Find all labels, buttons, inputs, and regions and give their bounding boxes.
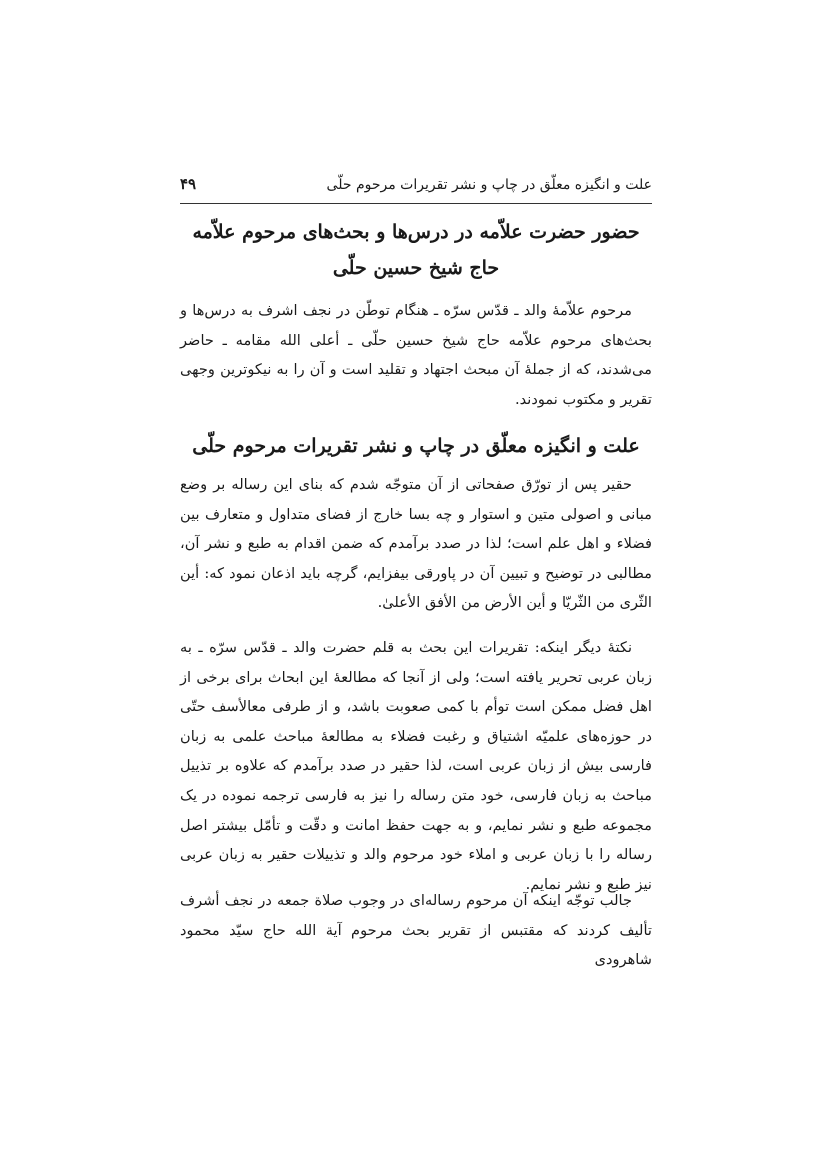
section-heading: علت و انگیزه معلّق در چاپ و نشر تقریرات مرحوم حلّی xyxy=(192,435,640,457)
section-heading-line-1: حضور حضرت علاّمه در درس‌ها و بحث‌های مرحوم علاّمه xyxy=(192,221,640,243)
section-heading-1 xyxy=(180,214,652,286)
section-heading-line-2: حاج شیخ حسین حلّی xyxy=(332,257,500,279)
running-header xyxy=(180,173,652,204)
section-1-body xyxy=(180,296,652,414)
page-number: ۴۹ xyxy=(180,175,197,193)
section-heading-2 xyxy=(180,428,652,464)
paragraph: مرحوم علاّمهٔ والد ـ قدّس سرّه ـ هنگام توطّن در نجف اشرف به درس‌ها و بحث‌های مرحوم علاّمه حاج شیخ حسین حلّی ـ أعلی الله مقامه ـ حاضر می‌شدند، که از جملهٔ آن مبحث اجتهاد و تقلید است و آن را به نیکوترین وجهی تقریر و مکتوب نمودند. xyxy=(180,302,652,408)
section-2-paragraph-1 xyxy=(180,470,652,618)
running-title: علت و انگیزه معلّق در چاپ و نشر تقریرات مرحوم حلّی xyxy=(326,177,652,193)
section-2-paragraph-3 xyxy=(180,886,652,975)
paragraph: نکتهٔ دیگر اینکه: تقریرات این بحث به قلم حضرت والد ـ قدّس سرّه ـ به زبان عربی تحریر یافته است؛ ولی از آنجا که مطالعهٔ این ابحاث برای برخی از اهل فضل ممکن است توأم با کمی صعوبت باشد، و از طرفی معالأسف حتّی در حوزه‌های علمیّه اشتیاق و رغبت فضلاء به مطالعهٔ مباحث علمی به زبان فارسی بیش از زبان عربی است، لذا حقیر در صدد برآمدم که علاوه بر تذییل مباحث به زبان فارسی، خود متن رساله را نیز به فارسی ترجمه نموده در یک مجموعه طبع و نشر نمایم، و به جهت حفظ امانت و دقّت و تأمّل بیشتر اصل رساله را با زبان عربی و املاء خود مرحوم والد و تذییلات حقیر به زبان عربی نیز طبع و نشر نمایم. xyxy=(180,639,652,893)
paragraph: حقیر پس از تورّق صفحاتی از آن متوجّه شدم که بنای این رساله بر وضع مبانی و اصولی متین و استوار و چه بسا خارج از فضای متداول و متعارف بین فضلاء و اهل علم است؛ لذا در صدد برآمدم که ضمن اقدام به طبع و نشر آن، مطالبی در توضیح و تبیین آن در پاورقی بیفزایم، گرچه باید اذعان نمود که: أین الثّری من الثّریّا و أین الأرض من الأفق الأعلیٰ. xyxy=(180,476,652,612)
section-2-paragraph-2 xyxy=(180,633,652,899)
paragraph: جالب توجّه اینکه آن مرحوم رساله‌ای در وجوب صلاة جمعه در نجف أشرف تألیف کردند که مقتبس از تقریر بحث مرحوم آیة الله حاج سیّد محمود شاهرودی xyxy=(180,892,652,969)
